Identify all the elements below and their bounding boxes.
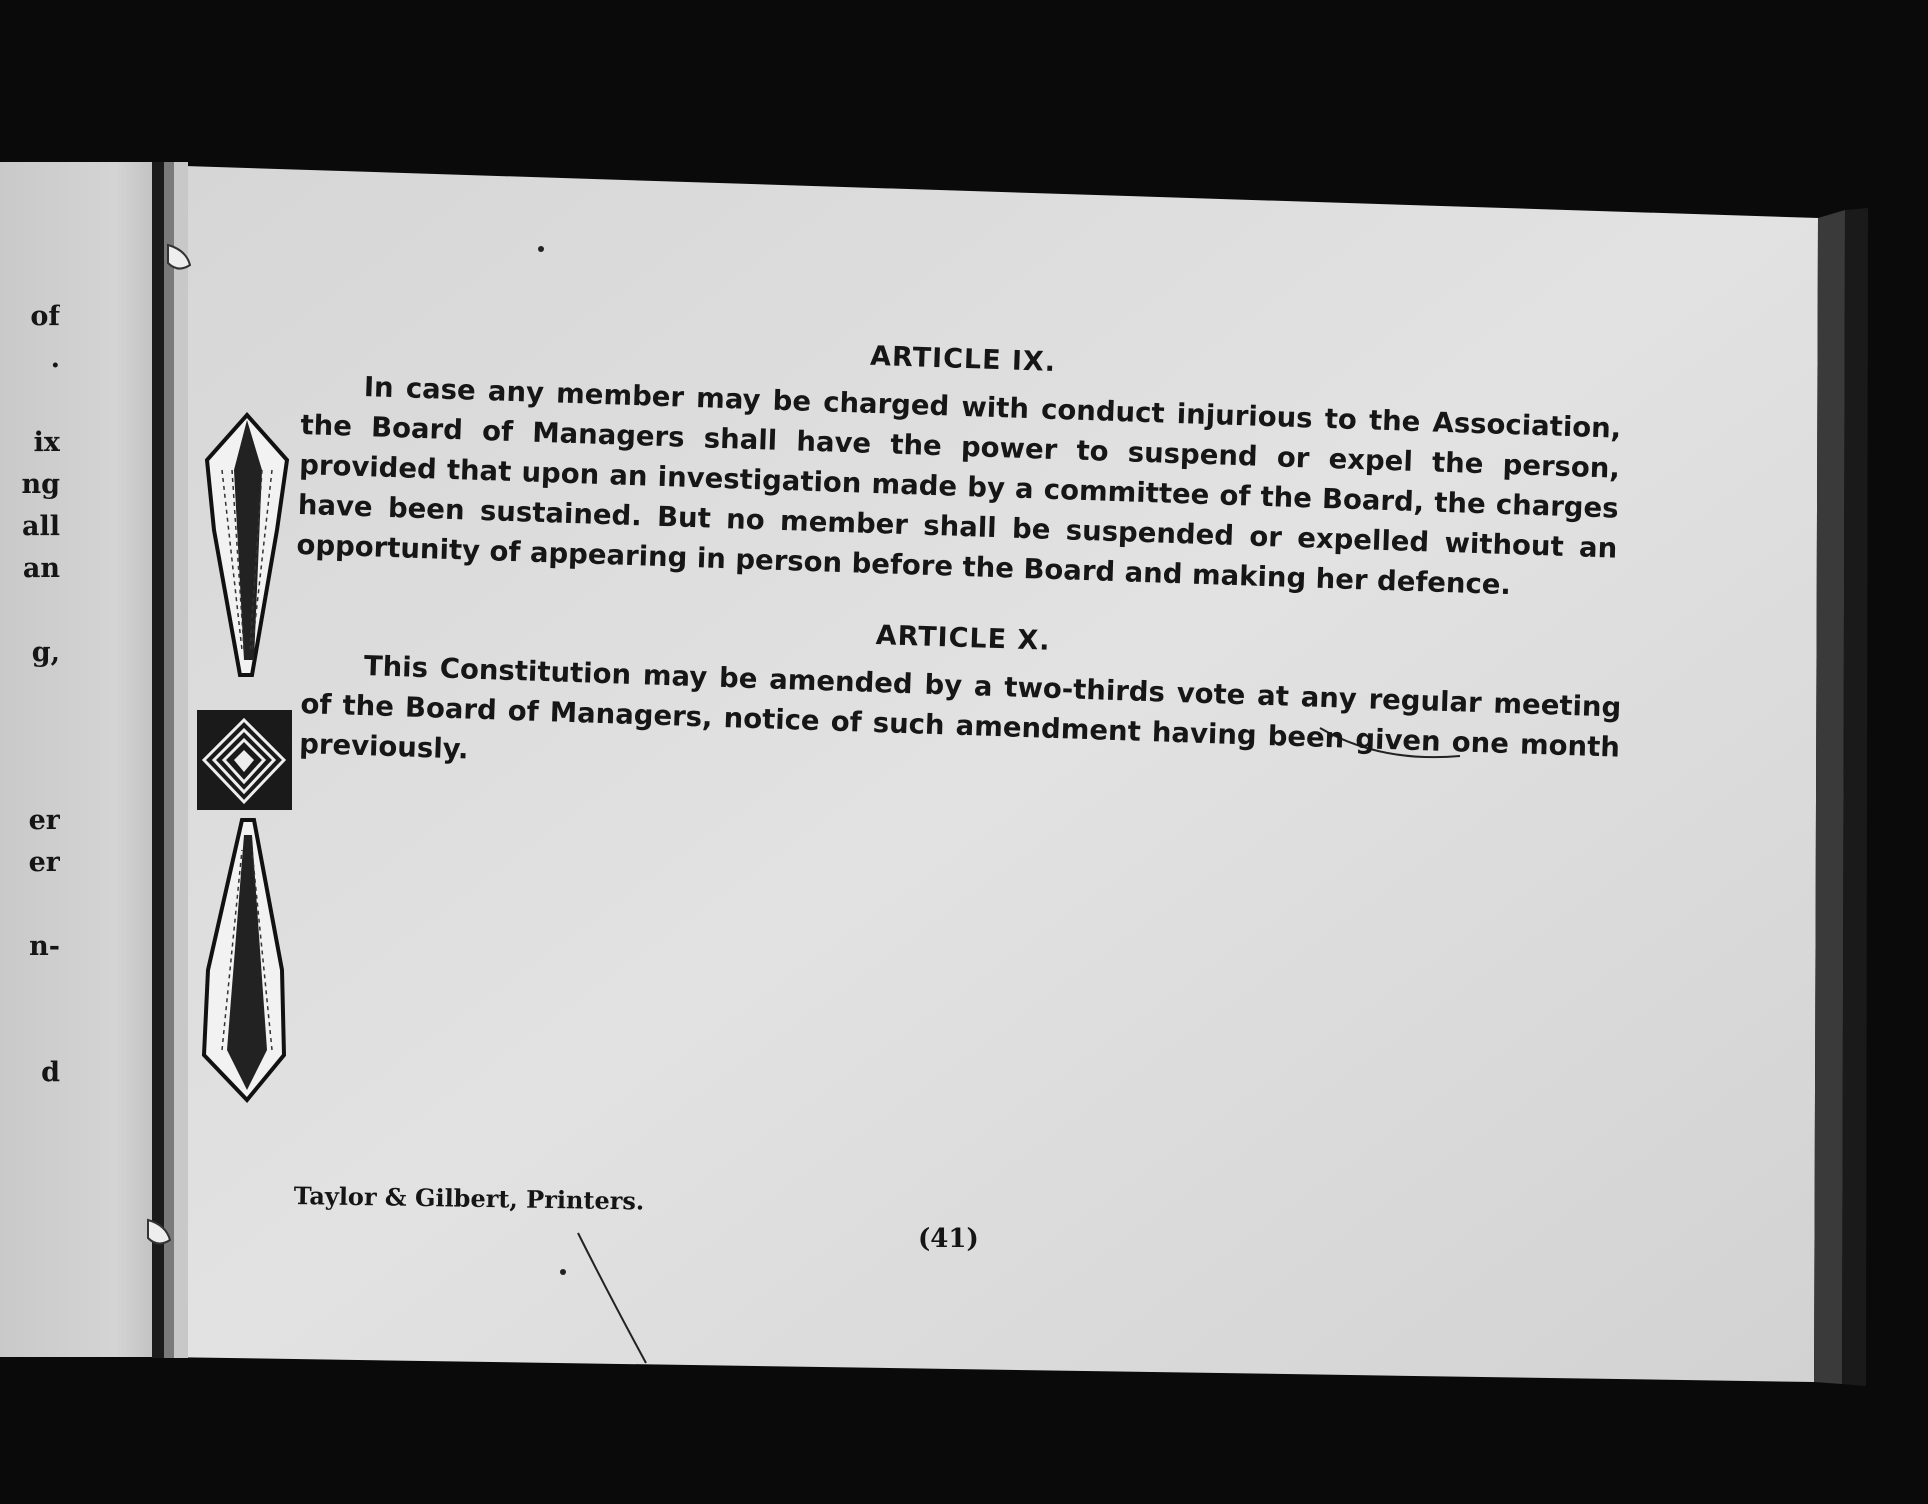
left-fragment: n- bbox=[29, 931, 60, 962]
article-x-heading: ARTICLE X. bbox=[875, 619, 1052, 657]
article-x-text: This Constitution may be amended by a two-thirds vote at any regular meeting of the Board of Managers, notice of such amendment having been given one month previously. bbox=[298, 650, 1622, 766]
left-fragment: d bbox=[41, 1057, 60, 1088]
page-number: (41) bbox=[918, 1224, 979, 1254]
left-fragment: er bbox=[28, 847, 60, 878]
left-fragment: . bbox=[50, 343, 60, 374]
left-fragment: of bbox=[30, 301, 60, 332]
left-fragment: all bbox=[21, 511, 60, 542]
article-ix bbox=[296, 322, 1623, 609]
left-fragment: an bbox=[22, 553, 60, 584]
article-ix-text: In case any member may be charged with conduct injurious to the Association, the Board of Managers shall have the power to suspend or expel the person, provided that upon an investigation made by a committee of the Board, the charges have been sustained. But no member shall be suspended or expelled without an opportunity of appearing in person before the Board and making her defence. bbox=[296, 371, 1622, 602]
left-fragment: ng bbox=[21, 469, 60, 500]
left-fragment: er bbox=[28, 805, 60, 836]
art-deco-vertical-ornament bbox=[192, 410, 302, 1110]
left-fragment: ix bbox=[33, 427, 60, 458]
printer-credit: Taylor & Gilbert, Printers. bbox=[293, 1181, 645, 1216]
left-fragment: g, bbox=[31, 637, 60, 668]
article-ix-heading: ARTICLE IX. bbox=[869, 340, 1057, 378]
